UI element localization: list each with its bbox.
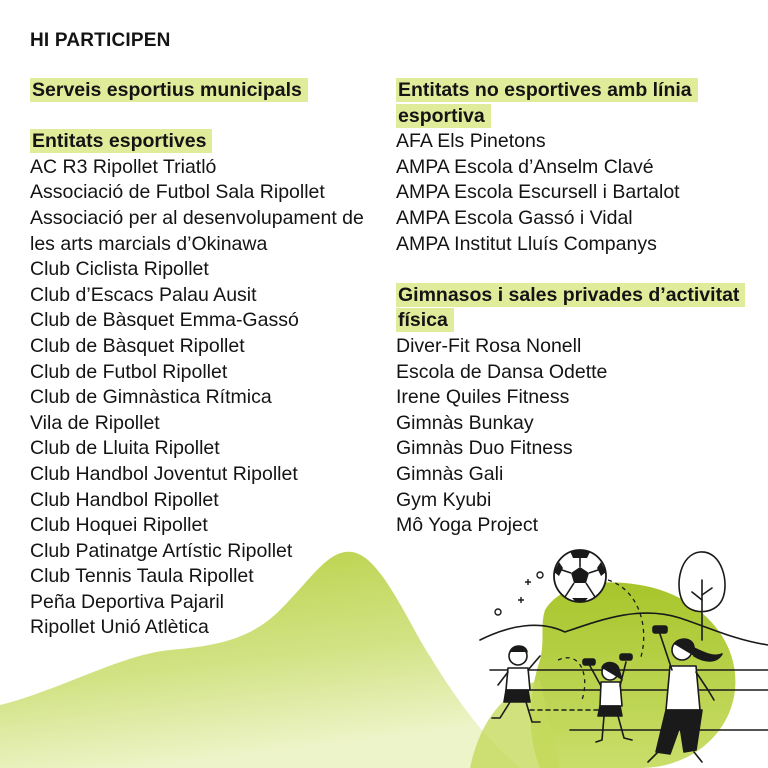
gyms-list bbox=[396, 334, 741, 539]
list-item: AMPA Escola Gassó i Vidal bbox=[396, 206, 633, 229]
list-item: Ripollet Unió Atlètica bbox=[30, 616, 209, 639]
list-item: Irene Quiles Fitness bbox=[396, 386, 570, 409]
list-item: Club d’Escacs Palau Ausit bbox=[30, 283, 257, 306]
soccer-ball-icon bbox=[554, 550, 606, 602]
non-sports-entities-list bbox=[396, 129, 741, 257]
list-item: Peña Deportiva Pajaril bbox=[30, 590, 225, 613]
section-title-sports-entities: Entitats esportives bbox=[30, 129, 375, 155]
sports-illustration bbox=[470, 540, 768, 768]
list-item: Club Patinatge Artístic Ripollet bbox=[30, 539, 293, 562]
list-item: Gimnàs Bunkay bbox=[396, 411, 534, 434]
girl-figure bbox=[583, 654, 632, 742]
list-item: Club Handbol Ripollet bbox=[30, 488, 219, 511]
list-item: Club de Lluita Ripollet bbox=[30, 437, 220, 460]
list-item: Club Tennis Taula Ripollet bbox=[30, 565, 254, 588]
list-item: Club de Futbol Ripollet bbox=[30, 360, 228, 383]
list-item: Gym Kyubi bbox=[396, 488, 492, 511]
list-item: AC R3 Ripollet Triatló bbox=[30, 155, 217, 178]
right-column bbox=[396, 78, 741, 539]
list-item: Club Ciclista Ripollet bbox=[30, 258, 209, 281]
list-item: Club de Gimnàstica Rítmica bbox=[30, 386, 272, 409]
section-title-municipal: Serveis esportius municipals bbox=[30, 78, 375, 104]
left-column bbox=[30, 78, 375, 641]
list-item: Associació de Futbol Sala Ripollet bbox=[30, 181, 325, 204]
list-item: Club Hoquei Ripollet bbox=[30, 514, 208, 537]
list-item: AMPA Institut Lluís Companys bbox=[396, 232, 657, 255]
list-item: AMPA Escola d’Anselm Clavé bbox=[396, 155, 654, 178]
list-item: Club de Bàsquet Emma-Gassó bbox=[30, 309, 299, 332]
woman-figure bbox=[648, 626, 722, 762]
list-item: Mô Yoga Project bbox=[396, 514, 539, 537]
list-item: Gimnàs Gali bbox=[396, 462, 504, 485]
list-item: Associació per al desenvolupament de les arts marcials d’Okinawa bbox=[30, 206, 364, 255]
sports-entities-list bbox=[30, 155, 375, 641]
list-item: Club de Bàsquet Ripollet bbox=[30, 334, 245, 357]
list-item: Gimnàs Duo Fitness bbox=[396, 437, 573, 460]
list-item: Vila de Ripollet bbox=[30, 411, 160, 434]
page-heading: HI PARTICIPEN bbox=[30, 30, 171, 51]
list-item: Escola de Dansa Odette bbox=[396, 360, 608, 383]
list-item: AMPA Escola Escursell i Bartalot bbox=[396, 181, 680, 204]
section-title-gyms: Gimnasos i sales privades d’activitat física bbox=[396, 283, 741, 334]
list-item: Club Handbol Joventut Ripollet bbox=[30, 462, 298, 485]
list-item: Diver-Fit Rosa Nonell bbox=[396, 334, 582, 357]
section-title-non-sports-entities: Entitats no esportives amb línia esportiva bbox=[396, 78, 741, 129]
list-item: AFA Els Pinetons bbox=[396, 130, 546, 153]
